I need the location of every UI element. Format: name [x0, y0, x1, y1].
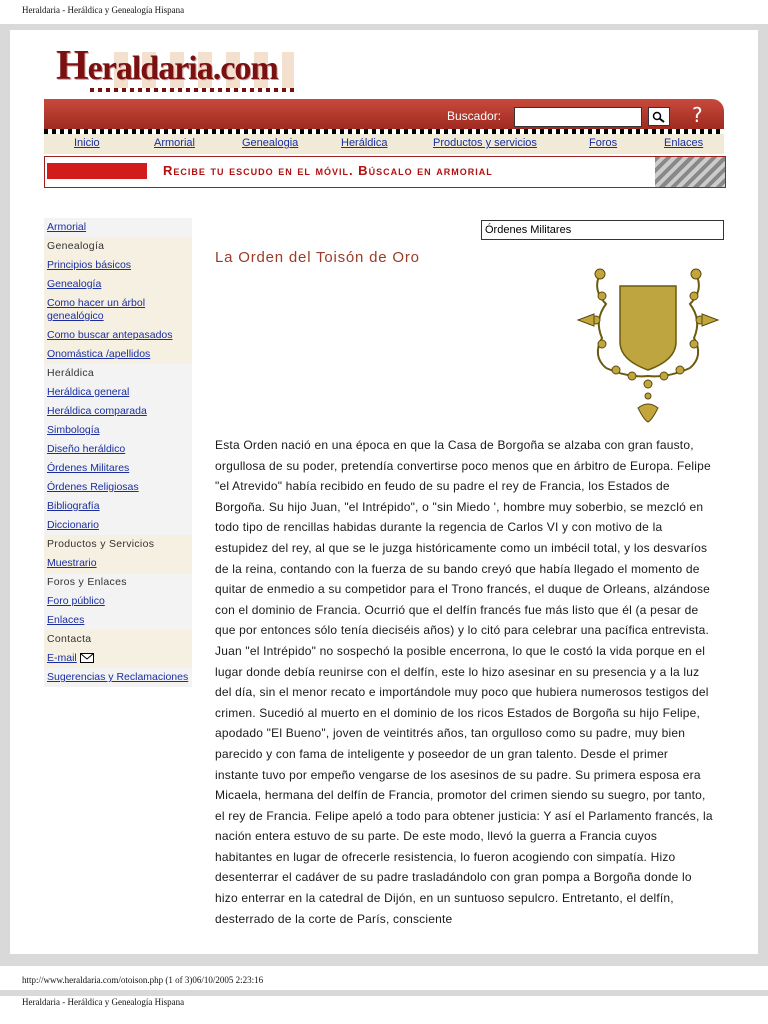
sidebar-link-label: Diccionario [47, 519, 99, 531]
sidebar-heading [44, 573, 192, 592]
envelope-icon [77, 652, 94, 664]
sidebar-link[interactable] [44, 345, 192, 364]
sidebar-link[interactable] [44, 383, 192, 402]
nav-enlaces[interactable]: Enlaces [664, 137, 704, 149]
promo-banner[interactable] [44, 156, 726, 188]
sidebar-link[interactable] [44, 326, 192, 345]
sidebar-heading-label: Productos y Servicios [47, 538, 155, 550]
sidebar-link[interactable] [44, 440, 192, 459]
web-page [10, 30, 758, 954]
sidebar-link-label: E-mail [47, 652, 77, 664]
nav-armorial[interactable]: Armorial [154, 137, 195, 149]
nav-productos[interactable]: Productos y servicios [433, 137, 537, 149]
search-input[interactable] [514, 107, 642, 127]
sidebar-link[interactable] [44, 294, 192, 326]
sidebar-link-label: Foro público [47, 595, 105, 607]
sidebar-link-label: Enlaces [47, 614, 85, 626]
article-body: Esta Orden nació en una época en que la Casa de Borgoña se alzaba con gran fausto, orgullosa de su poder, pretendía convertirse poco menos que en árbitro de Europa. Felipe "el Atrevido" había recibido en feudo de su padre el rey de Francia, los Estados de Borgoña. Su hijo Juan, "el Intrépido", o "sin Miedo ', hombre muy soberbio, se mezcló en todo tipo de rencillas habidas durante la regencia de Carlos VI y con motivo de la estupidez del rey, al que se le juzga históricamente como un imbécil total, y los desvaríos de la reina, contando con la fuerza de su bando creyó que había llegado el momento de quitar de enmedio a su competidor para el Trono francés, el duque de Orleans, alzándose con el dominio de Francia. Ocurrió que el delfín francés fue más listo que él (a pesar de que por entonces sólo tenía dieciséis años) y lo citó para celebrar una pacífica entrevista. Juan "el Intrépido" no sospechó la posible encerrona, lo que le costó la vida porque en el lugar donde debía reunirse con el delfín, este lo hizo asesinar en su presencia y a la luz del día, sin el menor recato e importándole muy poco que hubiera numerosos testigos del crimen. Sucedió al muerto en el dominio de los ricos Estados de Borgoña su hijo Felipe, apodado "El Bueno", joven de veintitrés años, tan orgulloso como su padre, muy bien parecido y con fama de inteligente y poseedor de un gran talento. Desde el primer instante tuvo por empeño vengarse de los asesinos de su padre. Su primera esposa era Micaela, hermana del delfín de Francia, promotor del crimen siendo su suegro, por tanto, el rey de Francia. Felipe apeló a todo para obtener justicia: Y así el Parlamento francés, la nación entera estuvo de su parte. De este modo, llevó la guerra a Francia cuyos habitantes en lugar de ofrecerle resistencia, lo fueron acogiendo con simpatía. Hizo desenterrar el cadáver de su padre trasladándolo con gran pompa a Borgoña donde lo hizo enterrar en la catedral de Dijón, en un suntuoso sepulcro. Entretanto, el delfín, desterrado de la corte de París, consciente [215, 438, 713, 926]
sidebar-heading-label: Foros y Enlaces [47, 576, 127, 588]
sidebar-link[interactable] [44, 668, 192, 687]
sidebar-link[interactable] [44, 592, 192, 611]
main-nav [44, 134, 724, 154]
pdf-footer [0, 966, 768, 1024]
sidebar-link[interactable] [44, 459, 192, 478]
nav-foros[interactable]: Foros [589, 137, 618, 149]
sidebar-link-label: Muestrario [47, 557, 97, 569]
sidebar-link[interactable] [44, 611, 192, 630]
magnifier-icon [652, 111, 666, 123]
sidebar-link[interactable] [44, 649, 192, 668]
sidebar-heading-label: Genealogía [47, 240, 105, 252]
sidebar-link[interactable] [44, 256, 192, 275]
golden-fleece-collar-icon [572, 260, 724, 426]
sidebar-link[interactable] [44, 516, 192, 535]
sidebar-link-label: Principios básicos [47, 259, 132, 271]
help-button[interactable]: ? [692, 103, 703, 127]
sidebar-link[interactable] [44, 218, 192, 237]
sidebar-heading [44, 630, 192, 649]
pdf-next-header-title: Heraldaria - Heráldica y Genealogía Hispana [22, 997, 185, 1007]
sidebar-link-label: Simbología [47, 424, 100, 436]
sidebar-link[interactable] [44, 478, 192, 497]
logo-text: Heraldaria.com [56, 43, 278, 89]
sidebar-link[interactable] [44, 497, 192, 516]
sidebar [44, 218, 192, 687]
pdf-header [0, 0, 768, 24]
sidebar-heading-label: Contacta [47, 633, 92, 645]
banner-text: Recibe tu escudo en el móvil. Búscalo en armorial [163, 163, 493, 178]
sidebar-link-label: Órdenes Religiosas [47, 481, 139, 493]
sidebar-link-label: Onomástica /apellidos [47, 348, 151, 360]
sidebar-link[interactable] [44, 402, 192, 421]
pdf-header-title: Heraldaria - Heráldica y Genealogía Hispana [22, 5, 185, 15]
sidebar-heading-label: Heráldica [47, 367, 95, 379]
sidebar-link-label: Sugerencias y Reclamaciones [47, 671, 189, 683]
site-logo[interactable] [54, 42, 294, 94]
sidebar-link-label: Órdenes Militares [47, 462, 130, 474]
nav-heraldica[interactable]: Heráldica [341, 137, 388, 149]
sidebar-heading [44, 237, 192, 256]
sidebar-link-label: Heráldica comparada [47, 405, 147, 417]
sidebar-link[interactable] [44, 554, 192, 573]
sidebar-link-label: Genealogía [47, 278, 102, 290]
nav-genealogia[interactable]: Genealogia [242, 137, 299, 149]
article-title: La Orden del Toisón de Oro [215, 249, 420, 266]
banner-red-block [47, 163, 147, 179]
search-label: Buscador: [447, 109, 502, 123]
sidebar-link-label: Bibliografía [47, 500, 100, 512]
page-separator [0, 990, 768, 996]
pdf-footer-url: http://www.heraldaria.com/otoison.php (1 of 3)06/10/2005 2:23:16 [22, 975, 264, 985]
phone-icon [655, 157, 725, 187]
sidebar-link[interactable] [44, 275, 192, 294]
sidebar-link-label: Armorial [47, 221, 87, 233]
sidebar-link-label: Heráldica general [47, 386, 130, 398]
sidebar-link-label: Como buscar antepasados [47, 329, 173, 341]
search-button[interactable] [648, 107, 670, 126]
sidebar-link-label: Diseño heráldico [47, 443, 126, 455]
nav-inicio[interactable]: Inicio [74, 137, 100, 149]
sidebar-link[interactable] [44, 421, 192, 440]
sidebar-link-label: Como hacer un árbol genealógico [47, 297, 146, 322]
section-select[interactable]: Órdenes Militares [481, 220, 724, 240]
sidebar-heading [44, 364, 192, 383]
logo-underline [90, 88, 294, 92]
sidebar-heading [44, 535, 192, 554]
